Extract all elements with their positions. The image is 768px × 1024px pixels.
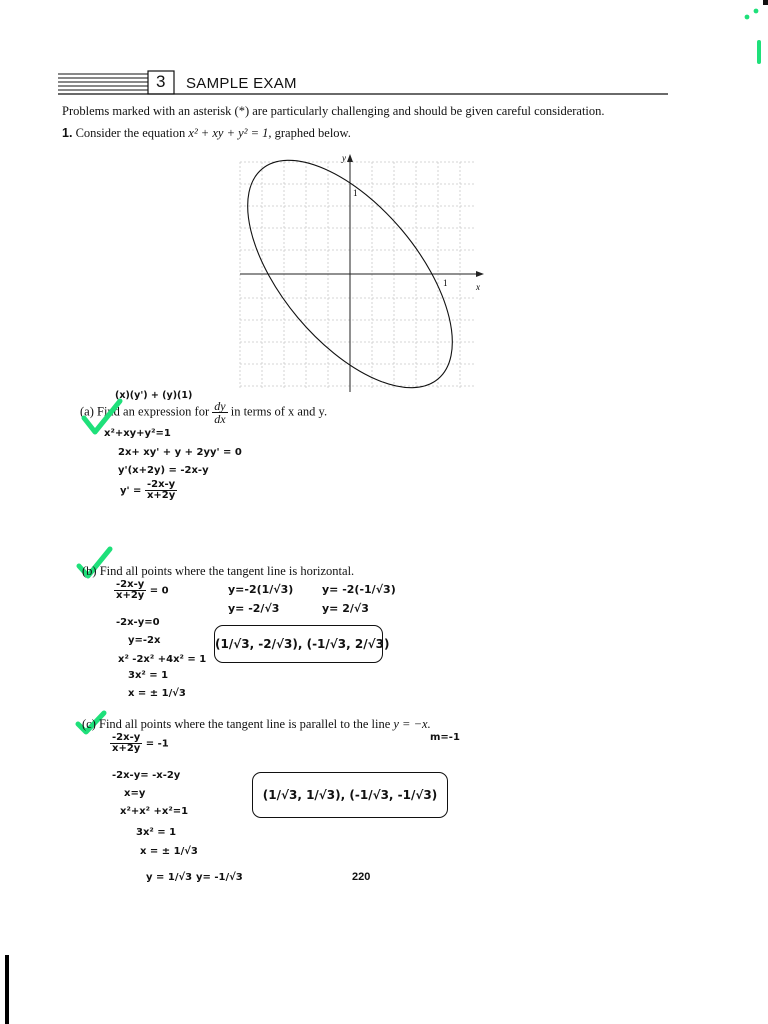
part-a-work-line-4 xyxy=(120,480,177,501)
part-a-note: (x)(y') + (y)(1) xyxy=(115,390,193,401)
part-c-work-line-2: -2x-y= -x-2y xyxy=(112,770,181,781)
chapter-number: 3 xyxy=(156,72,166,91)
problem-lead: Consider the equation xyxy=(75,126,186,140)
part-b-frac-rhs: = 0 xyxy=(149,585,169,597)
part-b-work-line-2: -2x-y=0 xyxy=(116,617,160,628)
part-a-result-fraction xyxy=(145,480,177,501)
derivative-denominator: dx xyxy=(214,412,226,426)
x-tick-label: 1 xyxy=(443,278,448,288)
part-c-answer-box: (1/√3, 1/√3), (-1/√3, -1/√3) xyxy=(252,772,448,818)
chapter-header xyxy=(58,70,668,96)
header-rules-graphic xyxy=(58,70,668,96)
part-a-work-line-1: x²+xy+y²=1 xyxy=(104,428,171,439)
part-b-frac-den: x+2y xyxy=(116,590,145,601)
scan-edge-bar xyxy=(5,955,9,1024)
part-c-question xyxy=(82,717,431,732)
part-b-sub-1b: y= -2/√3 xyxy=(228,602,280,615)
part-c-work-line-7a: y = 1/√3 xyxy=(146,872,193,883)
part-a-work-line-3: y'(x+2y) = -2x-y xyxy=(118,465,209,476)
problem-equation: x² + xy + y² = 1, xyxy=(188,126,272,140)
problem-1-statement xyxy=(62,126,351,141)
exam-instructions: Problems marked with an asterisk (*) are particularly challenging and should be given careful consideration. xyxy=(62,104,605,118)
part-b-question xyxy=(82,564,354,579)
problem-number: 1. xyxy=(62,126,73,140)
chapter-title: SAMPLE EXAM xyxy=(186,75,297,92)
part-b-text: Find all points where the tangent line is horizontal. xyxy=(99,564,355,578)
part-b-sub-2b: y= 2/√3 xyxy=(322,602,369,615)
part-c-frac-rhs: = -1 xyxy=(145,738,169,750)
part-c-text: Find all points where the tangent line is parallel to the line xyxy=(99,717,391,731)
part-c-line-equation: y = −x. xyxy=(393,717,431,731)
part-c-work-line-7b: y= -1/√3 xyxy=(196,872,243,883)
part-a-work-line-2: 2x+ xy' + y + 2yy' = 0 xyxy=(118,447,242,458)
part-c-work-line-6: x = ± 1/√3 xyxy=(140,846,198,857)
problem-tail: graphed below. xyxy=(274,126,351,140)
part-b-work-line-1 xyxy=(114,580,169,601)
part-a-marker: (a) xyxy=(80,404,94,419)
part-b-work-line-6: x = ± 1/√3 xyxy=(128,688,186,699)
part-a-result-den: x+2y xyxy=(146,490,176,501)
x-axis-label: x xyxy=(476,282,480,292)
part-b-work-line-3: y=-2x xyxy=(128,635,161,646)
part-b-work-line-5: 3x² = 1 xyxy=(128,670,169,681)
part-c-work-line-5: 3x² = 1 xyxy=(136,827,177,838)
derivative-numerator: dy xyxy=(214,399,226,413)
part-b-sub-2: y= -2(-1/√3) xyxy=(322,583,396,596)
part-a-lead: Find an expression for xyxy=(97,404,210,419)
part-a-tail: in terms of x and y. xyxy=(230,404,328,419)
part-c-fraction xyxy=(110,733,142,754)
part-c-work-line-3: x=y xyxy=(124,788,146,799)
part-c-slope-note: m=-1 xyxy=(430,732,460,743)
part-c-work-line-4: x²+x² +x²=1 xyxy=(120,806,189,817)
part-b-answer-box: (1/√3, -2/√3), (-1/√3, 2/√3) xyxy=(214,625,383,663)
ellipse-curve xyxy=(230,150,490,400)
part-b-work-line-4: x² -2x² +4x² = 1 xyxy=(118,654,207,665)
part-b-sub-1: y=-2(1/√3) xyxy=(228,583,294,596)
part-c-frac-den: x+2y xyxy=(112,743,141,754)
derivative-fraction xyxy=(212,400,227,425)
part-a-result-lhs: y' = xyxy=(120,485,142,497)
part-a-result-num: -2x-y xyxy=(145,480,177,491)
part-b-frac-num: -2x-y xyxy=(114,580,146,591)
part-c-work-line-1 xyxy=(110,733,169,754)
y-tick-label: 1 xyxy=(353,188,358,198)
page-number: 220 xyxy=(352,871,371,883)
part-c-marker: (c) xyxy=(82,717,96,731)
ellipse-graph xyxy=(230,150,490,400)
part-c-frac-num: -2x-y xyxy=(110,733,142,744)
margin-green-marks-icon xyxy=(736,0,768,70)
part-b-fraction xyxy=(114,580,146,601)
part-b-marker: (b) xyxy=(82,564,97,578)
y-axis-label: y xyxy=(342,153,346,163)
